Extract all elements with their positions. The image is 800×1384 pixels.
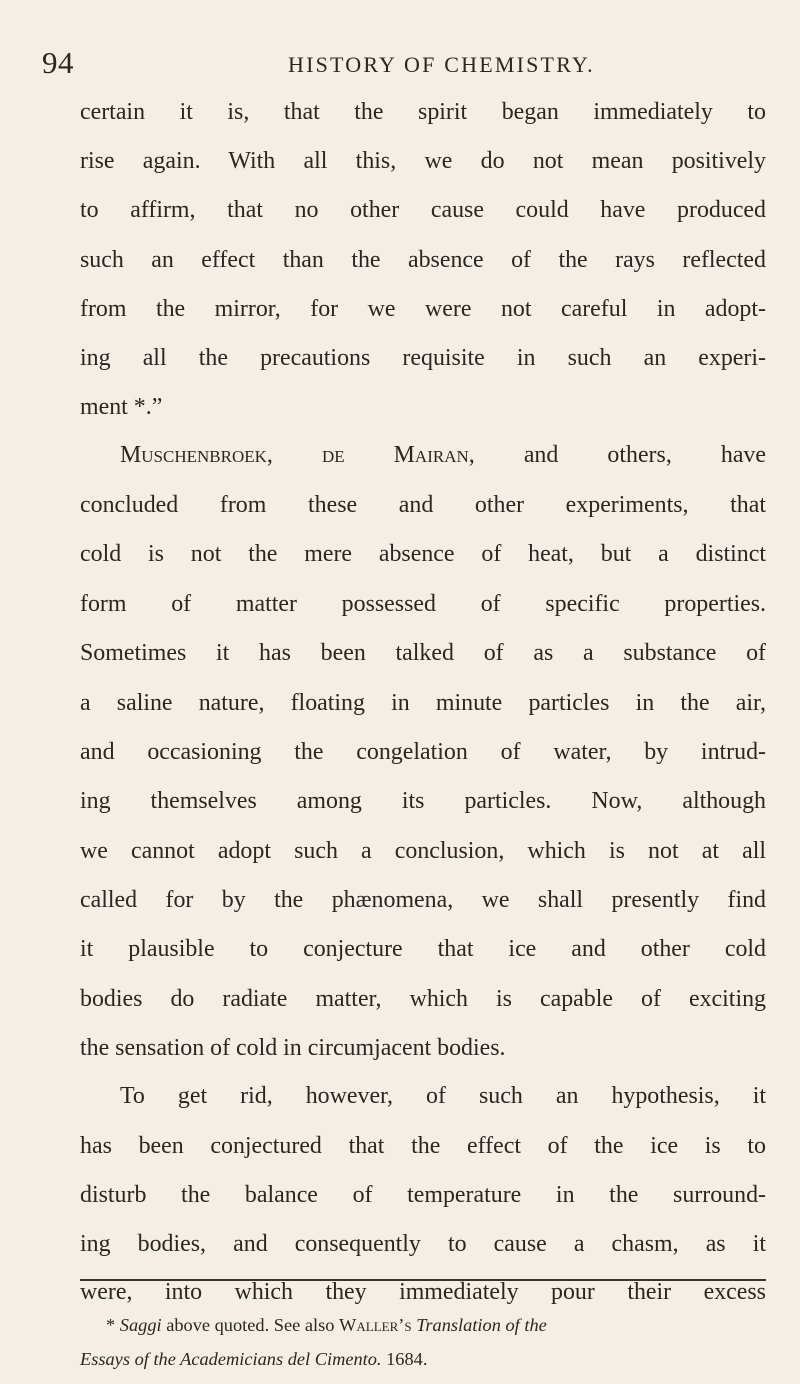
text-line: such an effect than the absence of the rays reflected bbox=[80, 246, 766, 273]
text-line: rise again. With all this, we do not mean positively bbox=[80, 147, 766, 174]
running-head: HISTORY OF CHEMISTRY. bbox=[288, 52, 595, 77]
footnote-line bbox=[106, 1316, 547, 1334]
text-line: it plausible to conjecture that ice and other cold bbox=[80, 936, 766, 963]
author-name-de-mairan: de Mairan bbox=[321, 442, 469, 469]
text-line: called for by the phænomena, we shall presently find bbox=[80, 887, 766, 914]
text-line: concluded from these and other experiments, that bbox=[80, 491, 766, 518]
footnote-rule bbox=[80, 1279, 766, 1281]
page-number: 94 bbox=[42, 45, 74, 80]
text-line: to affirm, that no other cause could have produced bbox=[80, 197, 766, 224]
text-line: has been conjectured that the effect of the ice is to bbox=[80, 1132, 766, 1159]
text-line: To get rid, however, of such an hypothesis, it bbox=[120, 1082, 766, 1109]
footnote-title: Translation of the bbox=[416, 1314, 547, 1335]
text-line: ing bodies, and consequently to cause a chasm, as it bbox=[80, 1230, 766, 1257]
lead-remainder: , and others, have bbox=[468, 442, 766, 469]
footnote-title-continued: Essays of the Academicians del Cimento. bbox=[80, 1348, 382, 1369]
text-line: from the mirror, for we were not careful in adopt- bbox=[80, 296, 766, 323]
text-line: and occasioning the congelation of water, by intrud- bbox=[80, 738, 766, 765]
text-line: form of matter possessed of specific properties. bbox=[80, 590, 766, 617]
text-line: bodies do radiate matter, which is capable of exciting bbox=[80, 985, 766, 1012]
footnote-text: above quoted. See also bbox=[161, 1314, 340, 1335]
text-line: we cannot adopt such a conclusion, which is not at all bbox=[80, 837, 766, 864]
text-line: Sometimes it has been talked of as a substance of bbox=[80, 640, 766, 667]
text-line: were, into which they immediately pour their excess bbox=[80, 1278, 766, 1305]
footnote-saggi: Saggi bbox=[119, 1314, 162, 1335]
footnote-year: 1684. bbox=[381, 1348, 428, 1369]
footnote-marker: * bbox=[106, 1314, 120, 1335]
text-line: ment *.” bbox=[80, 394, 163, 421]
separator-text: , bbox=[266, 442, 322, 469]
text-line bbox=[120, 444, 766, 468]
text-line: the sensation of cold in circumjacent bodies. bbox=[80, 1035, 506, 1062]
text-line: disturb the balance of temperature in the surround- bbox=[80, 1182, 766, 1209]
text-line: ing themselves among its particles. Now, although bbox=[80, 788, 766, 815]
footnote-author: Waller’s bbox=[339, 1314, 412, 1335]
text-line: ing all the precautions requisite in such an experi- bbox=[80, 344, 766, 371]
footnote-line bbox=[80, 1350, 427, 1368]
text-line: certain it is, that the spirit began immediately to bbox=[80, 98, 766, 125]
text-line: cold is not the mere absence of heat, but a distinct bbox=[80, 541, 766, 568]
text-line: a saline nature, floating in minute particles in the air, bbox=[80, 690, 766, 716]
author-name-muschenbroek: Muschenbroek bbox=[120, 442, 267, 469]
